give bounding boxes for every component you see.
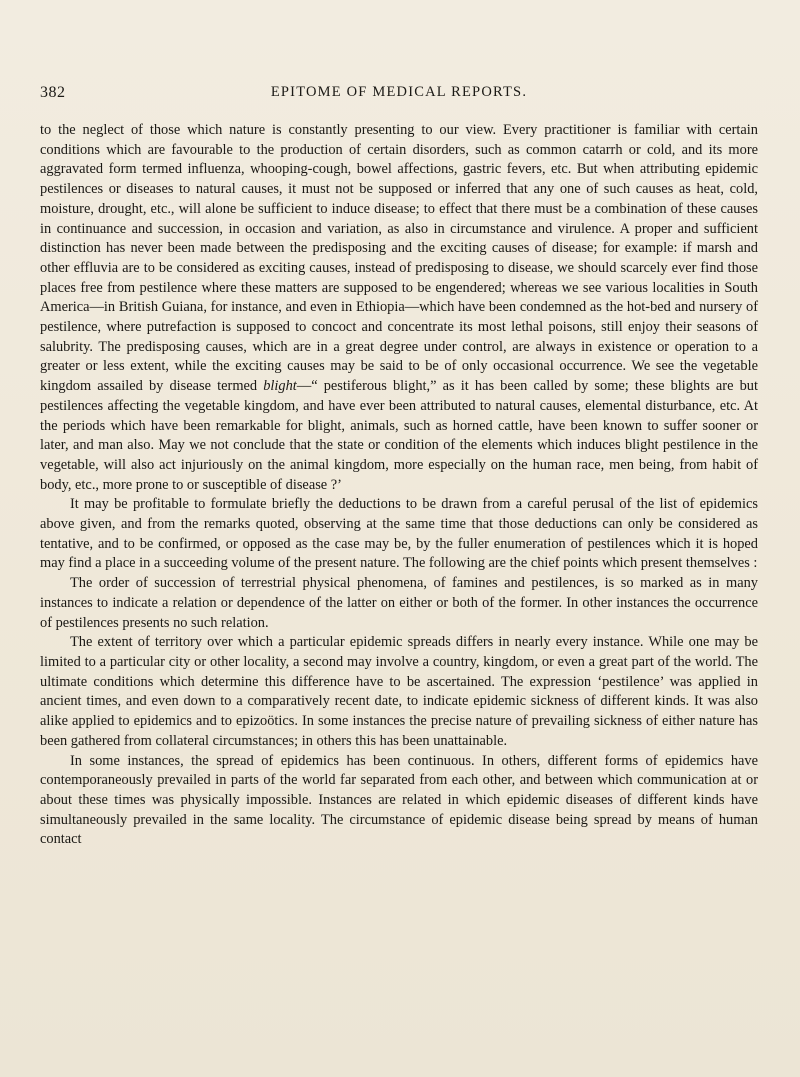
paragraph-deductions-intro: It may be profitable to formulate briefly the deductions to be drawn from a careful perusal of the list of epidemics above given, and from the remarks quoted, observing at the same time that those deductions can only be considered as tentative, and to be confirmed, or opposed as the case may be, by the fuller enumeration of pestilences which it is hoped may find a place in a succeeding volume of the present nature. The following are the chief points which present themselves : — [40, 496, 758, 572]
italic-term-blight: blight — [263, 378, 297, 395]
page-number: 382 — [40, 84, 66, 101]
running-head — [40, 84, 758, 106]
running-title: EPITOME OF MEDICAL REPORTS. — [270, 84, 528, 100]
body-text — [40, 121, 758, 850]
paragraph-order-of-succession: The order of succession of terrestrial physical phenomena, of famines and pestilences, is so marked as in many instances to indicate a relation or dependence of the latter on either or both of the former. In other instances the occurrence of pestilences presents no such relation. — [40, 575, 758, 631]
paragraph-continuation: to the neglect of those which nature is constantly presenting to our view. Every practitioner is familiar with certain conditions which are favourable to the production of certain disorders, such as common catarrh or cold, and its more aggravated form termed influenza, whooping-cough, bowel affections, gastric fevers, etc. But when attributing epidemic pestilences or diseases to natural causes, it must not be supposed or inferred that any one of such causes as heat, cold, moisture, drought, etc., will alone be sufficient to induce disease; to effect that there must be a combination of these causes in continuance and succession, in occasion and variation, as also in circumstance and virulence. A proper and sufficient distinction has never been made between the predisposing and the exciting causes of disease; for example: if marsh and other effluvia are to be considered as exciting causes, instead of predisposing to disease, we should scarcely ever find those places free from pestilence where these matters are supposed to be engendered; whereas we see various localities in South America—in British Guiana, for instance, and even in Ethiopia—which have been condemned as the hot-bed and nursery of pestilence, where putrefaction is supposed to concoct and concentrate its most lethal poisons, still enjoy their seasons of salubrity. The predisposing causes, which are in a great degree under control, are always in existence or operation to a greater or less extent, while the exciting causes may be said to be of only occasional occurrence. We see the vegetable kingdom assailed by disease termed blight—“ pestiferous blight,” as it has been called by some; these blights are but pestilences affecting the vegetable kingdom, and have ever been attributed to natural causes, elemental disturbance, etc. At the periods which have been remarkable for blight, animals, such as horned cattle, have been known to suffer sooner or later, and man also. May we not conclude that the state or condition of the elements which induces blight pestilence in the vegetable, will also act injuriously on the animal kingdom, more especially on the human race, men being, from habit of body, etc., more prone to or susceptible of disease ?’ — [40, 122, 758, 493]
paragraph-spread-of-epidemics: In some instances, the spread of epidemics has been continuous. In others, different forms of epidemics have contemporaneously prevailed in parts of the world far separated from each other, and between which communication at or about these times was physically impossible. Instances are related in which epidemic diseases of different kinds have simultaneously prevailed in the same locality. The circumstance of epidemic disease being spread by means of human contact — [40, 752, 758, 848]
paragraph-extent-of-territory: The extent of territory over which a particular epidemic spreads differs in nearly every instance. While one may be limited to a particular city or other locality, a second may involve a country, kingdom, or even a great part of the world. The ultimate conditions which determine this difference have to be ascertained. The expression ‘pestilence’ was applied in ancient times, and even down to a comparatively recent date, to indicate epidemic sickness of different kinds. It was also alike applied to epidemics and to epizoötics. In some instances the precise nature of prevailing sickness of either nature has been gathered from collateral circumstances; in others this has been unattainable. — [40, 634, 758, 749]
